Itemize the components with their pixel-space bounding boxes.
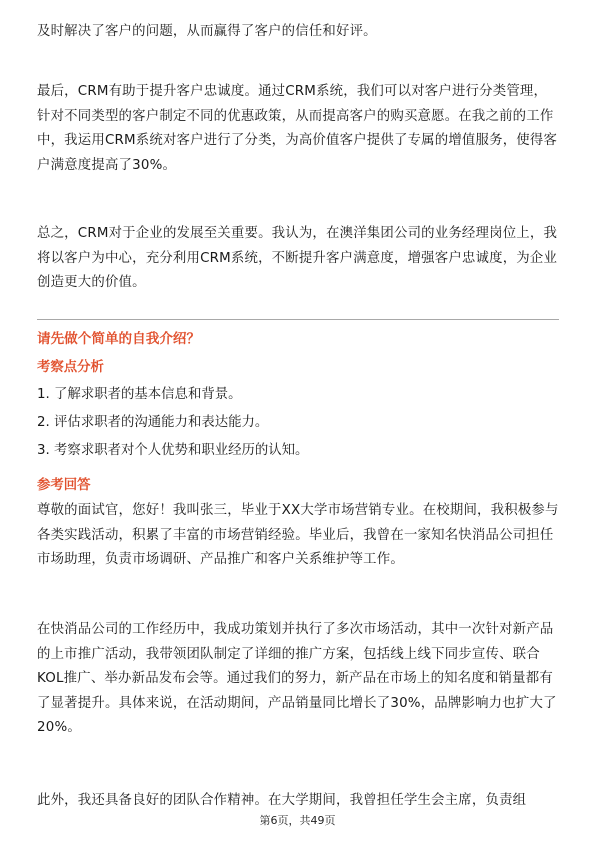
paragraph-prev-answer-tail: 及时解决了客户的问题，从而赢得了客户的信任和好评。 (37, 24, 377, 39)
answer-paragraph: 此外，我还具备良好的团队合作精神。在大学期间，我曾担任学生会主席，负责组 (37, 793, 527, 808)
question-title: 请先做个简单的自我介绍？ (37, 331, 201, 347)
analysis-heading: 考察点分析 (37, 360, 104, 375)
analysis-point: 3. 考察求职者对个人优势和职业经历的认知。 (37, 443, 309, 458)
paragraph-crm-loyalty: 最后，CRM有助于提升客户忠诚度。通过CRM系统，我们可以对客户进行分类管理，针对不同类型的客户制定不同的优惠政策，从而提高客户的购买意愿。在我之前的工作中，我运用CRM系统对客户进行了分类，为高价值客户提供了专属的增值服务，使得客户满意度提高了30%。 (37, 84, 558, 173)
analysis-point: 1. 了解求职者的基本信息和背景。 (37, 387, 242, 402)
analysis-point: 2. 评估求职者的沟通能力和表达能力。 (37, 415, 269, 430)
page-number: 第6页，共49页 (259, 814, 336, 827)
section-divider (37, 319, 559, 320)
answer-paragraph: 在快消品公司的工作经历中，我成功策划并执行了多次市场活动，其中一次针对新产品的上市推广活动，我带领团队制定了详细的推广方案，包括线上线下同步宣传、联合KOL推广、举办新品发布会等。通过我们的努力，新产品在市场上的知名度和销量都有了显著提升。具体来说，在活动期间，产品销量同比增长了30%，品牌影响力也扩大了20%。 (37, 622, 557, 735)
answer-heading: 参考回答 (37, 478, 91, 493)
answer-paragraph: 尊敬的面试官，您好！我叫张三，毕业于XX大学市场营销专业。在校期间，我积极参与各类实践活动，积累了丰富的市场营销经验。毕业后，我曾在一家知名快消品公司担任市场助理，负责市场调研、产品推广和客户关系维护等工作。 (37, 503, 559, 567)
paragraph-crm-conclusion: 总之，CRM对于企业的发展至关重要。我认为，在澳洋集团公司的业务经理岗位上，我将以客户为中心，充分利用CRM系统，不断提升客户满意度，增强客户忠诚度，为企业创造更大的价值。 (37, 226, 558, 290)
